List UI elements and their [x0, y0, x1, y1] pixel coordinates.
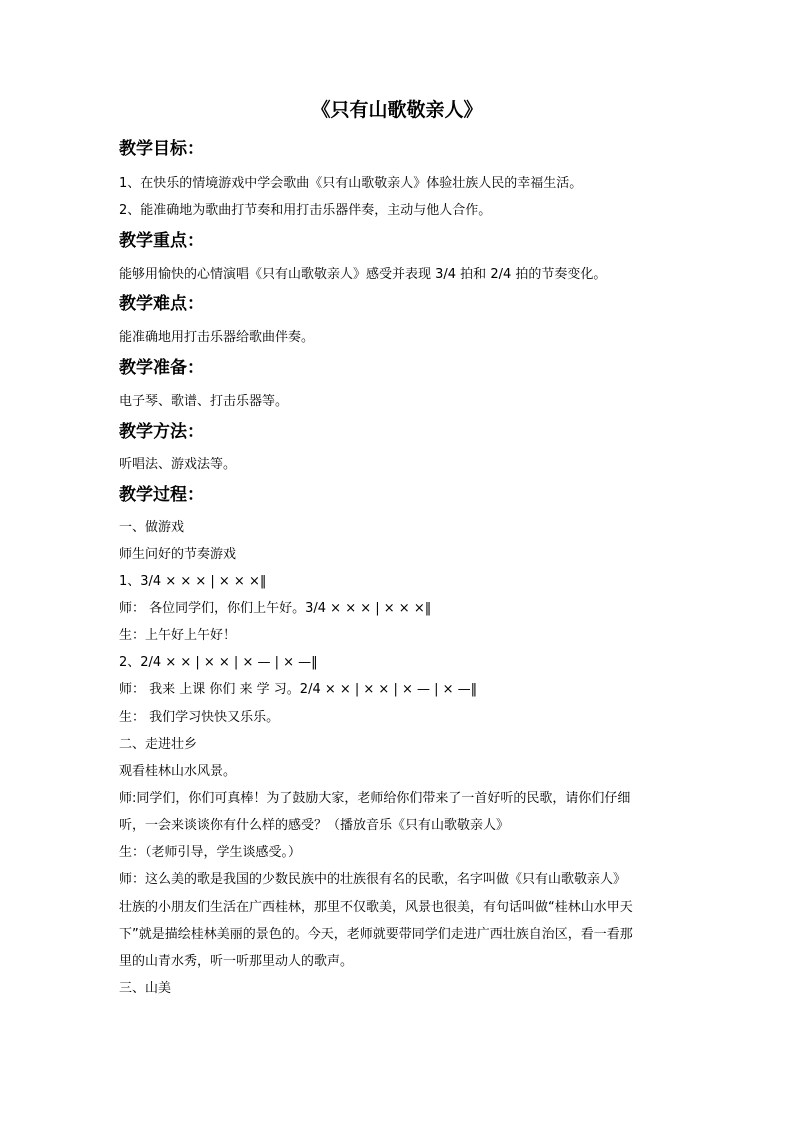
process-line: 师： 我来 上课 你们 来 学 习。2/4 × × | × × | × — | × —‖ [119, 682, 478, 697]
methods-line-1: 听唱法、游戏法等。 [119, 457, 237, 472]
process-line: 生：（老师引导，学生谈感受。） [119, 845, 302, 860]
goals-line-2: 2、能准确地为歌曲打节奏和用打击乐器伴奏，主动与他人合作。 [119, 203, 492, 218]
process-line: 生： 我们学习快快又乐乐。 [119, 710, 280, 725]
process-line: 二、走进壮乡 [119, 737, 198, 752]
heading-process: 教学过程： [119, 485, 204, 505]
key-points-line-1: 能够用愉快的心情演唱《只有山歌敬亲人》感受并表现 3/4 拍和 2/4 拍的节奏变化。 [119, 267, 607, 282]
heading-goals: 教学目标： [119, 139, 204, 159]
heading-preparation: 教学准备： [119, 358, 204, 378]
process-line: 一、做游戏 [119, 520, 185, 535]
process-line: 壮族的小朋友们生活在广西桂林，那里不仅歌美，风景也很美，有句话叫做“桂林山水甲天 [119, 900, 633, 915]
process-line: 2、2/4 × × | × × | × — | × —‖ [119, 655, 318, 670]
process-line: 师：这么美的歌是我国的少数民族中的壮族很有名的民歌，名字叫做《只有山歌敬亲人》 [119, 872, 627, 887]
process-line: 里的山青水秀，听一听那里动人的歌声。 [119, 954, 354, 969]
heading-methods: 教学方法： [119, 422, 204, 442]
process-line: 观看桂林山水风景。 [119, 764, 237, 779]
process-line: 听，一会来谈谈你有什么样的感受？（播放音乐《只有山歌敬亲人》 [119, 818, 510, 833]
process-line: 三、山美 [119, 981, 172, 996]
heading-difficulties: 教学难点： [119, 294, 204, 314]
difficulties-line-1: 能准确地用打击乐器给歌曲伴奏。 [119, 330, 315, 345]
process-line: 生：上午好上午好！ [119, 628, 237, 643]
goals-line-1: 1、在快乐的情境游戏中学会歌曲《只有山歌敬亲人》体验壮族人民的幸福生活。 [119, 176, 583, 191]
heading-key-points: 教学重点： [119, 231, 204, 251]
process-line: 师:同学们，你们可真棒！为了鼓励大家，老师给你们带来了一首好听的民歌，请你们仔细 [119, 791, 631, 806]
document-title: 《只有山歌敬亲人》 [311, 99, 483, 121]
process-line: 师： 各位同学们，你们上午好。3/4 × × × | × × ×‖ [119, 601, 432, 616]
process-line: 下”就是描绘桂林美丽的景色的。今天，老师就要带同学们走进广西壮族自治区，看一看那 [119, 927, 633, 942]
preparation-line-1: 电子琴、歌谱、打击乐器等。 [119, 394, 289, 409]
process-line: 1、3/4 × × × | × × ×‖ [119, 574, 267, 589]
process-line: 师生问好的节奏游戏 [119, 547, 237, 562]
